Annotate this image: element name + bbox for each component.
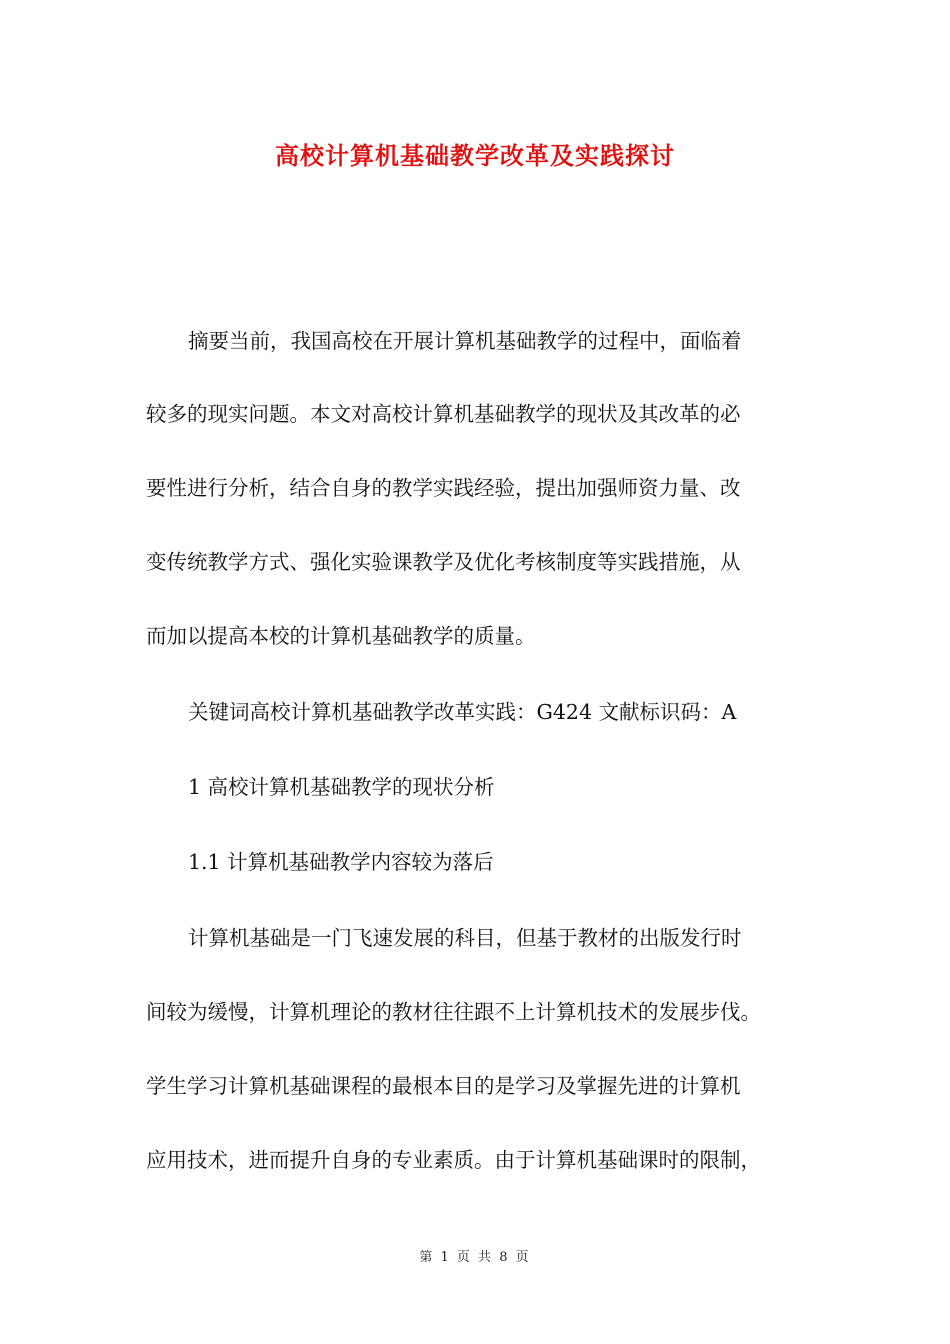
- page-footer: 第 1 页 共 8 页: [419, 1250, 531, 1265]
- keywords-line: 关键词高校计算机基础教学改革实践：G424 文献标识码：A: [188, 700, 737, 724]
- abstract-line: 较多的现实问题。本文对高校计算机基础教学的现状及其改革的必: [146, 402, 741, 426]
- body-line: 计算机基础是一门飞速发展的科目，但基于教材的出版发行时: [188, 926, 742, 950]
- abstract-line: 摘要当前，我国高校在开展计算机基础教学的过程中，面临着: [188, 329, 742, 353]
- body-line: 学生学习计算机基础课程的最根本目的是学习及掌握先进的计算机: [146, 1074, 741, 1098]
- body-line: 间较为缓慢，计算机理论的教材往往跟不上计算机技术的发展步伐。: [146, 1000, 761, 1024]
- body-line: 应用技术，进而提升自身的专业素质。由于计算机基础课时的限制，: [146, 1148, 761, 1172]
- section-heading-1-1: 1.1 计算机基础教学内容较为落后: [188, 850, 494, 874]
- abstract-line: 而加以提高本校的计算机基础教学的质量。: [146, 624, 536, 648]
- abstract-line: 要性进行分析，结合自身的教学实践经验，提出加强师资力量、改: [146, 476, 741, 500]
- document-title: 高校计算机基础教学改革及实践探讨: [275, 141, 675, 170]
- section-heading-1: 1 高校计算机基础教学的现状分析: [188, 775, 495, 799]
- abstract-line: 变传统教学方式、强化实验课教学及优化考核制度等实践措施，从: [146, 550, 741, 574]
